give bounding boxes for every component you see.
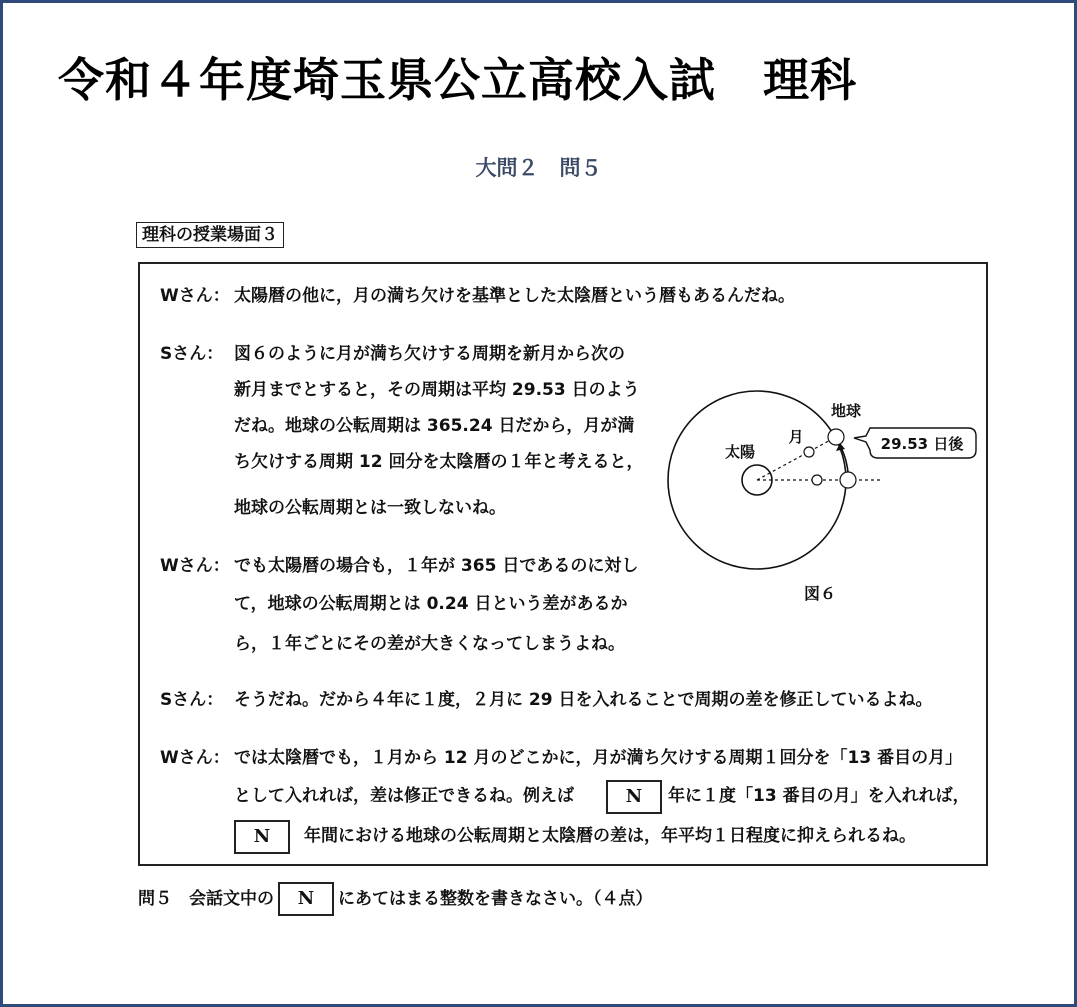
- blank-box-n: N: [234, 820, 290, 854]
- earth-start-icon: [840, 472, 856, 488]
- dialogue-line: ち欠けする周期 12 回分を太陰暦の１年と考えると，: [234, 452, 644, 472]
- moon-label: 月: [788, 428, 804, 446]
- callout-text: 29.53 日後: [880, 435, 964, 453]
- answer-box-n[interactable]: N: [278, 882, 334, 916]
- dialogue-line: て，地球の公転周期とは 0.24 日という差があるか: [234, 594, 628, 614]
- dialogue-line: だね。地球の公転周期は 365.24 日だから，月が満: [234, 416, 635, 436]
- dialogue-line: でも太陽暦の場合も，１年が 365 日であるのに対し: [234, 556, 639, 576]
- dialogue-line: 年間における地球の公転周期と太陰暦の差は，年平均１日程度に抑えられるね。: [304, 826, 916, 846]
- speaker-w: Wさん：: [160, 286, 230, 306]
- question-number: 大問２ 問５: [475, 156, 602, 180]
- dialogue-line: では太陰暦でも，１月から 12 月のどこかに，月が満ち欠けする周期１回分を「13 番目の月」: [234, 748, 963, 768]
- sun-label: 太陽: [724, 443, 756, 461]
- moon-new-icon: [812, 475, 822, 485]
- dialogue-line: そうだね。だから４年に１度，２月に 29 日を入れることで周期の差を修正しているよね。: [234, 690, 933, 710]
- earth-icon: [828, 429, 844, 445]
- earth-label: 地球: [830, 402, 862, 420]
- question-prefix: 問５ 会話文中の: [138, 889, 274, 909]
- speaker-w: Wさん：: [160, 748, 230, 768]
- dialogue-line: 新月までとすると，その周期は平均 29.53 日のよう: [234, 380, 640, 400]
- figure-6: [660, 386, 980, 606]
- speaker-w: Wさん：: [160, 556, 230, 576]
- dialogue-line: 地球の公転周期とは一致しないね。: [234, 498, 506, 518]
- question-text: [138, 882, 653, 916]
- dialogue-line: 図６のように月が満ち欠けする周期を新月から次の: [234, 344, 625, 364]
- question-suffix: にあてはまる整数を書きなさい。（４点）: [338, 889, 653, 909]
- blank-box-n: N: [606, 780, 662, 814]
- speaker-s: Sさん：: [160, 344, 224, 364]
- dialogue-line: として入れれば，差は修正できるね。例えば: [234, 786, 574, 806]
- dialogue-line: 太陽暦の他に，月の満ち欠けを基準とした太陰暦という暦もあるんだね。: [234, 286, 795, 306]
- dialogue-line: ら，１年ごとにその差が大きくなってしまうよね。: [234, 634, 625, 654]
- speaker-s: Sさん：: [160, 690, 224, 710]
- dialogue-line: 年に１度「13 番目の月」を入れれば，: [668, 786, 970, 806]
- figure-caption: 図６: [803, 584, 837, 603]
- moon-icon: [804, 447, 814, 457]
- scene-label: 理科の授業場面３: [136, 222, 284, 248]
- page-title: 令和４年度埼玉県公立高校入試 理科: [58, 53, 857, 107]
